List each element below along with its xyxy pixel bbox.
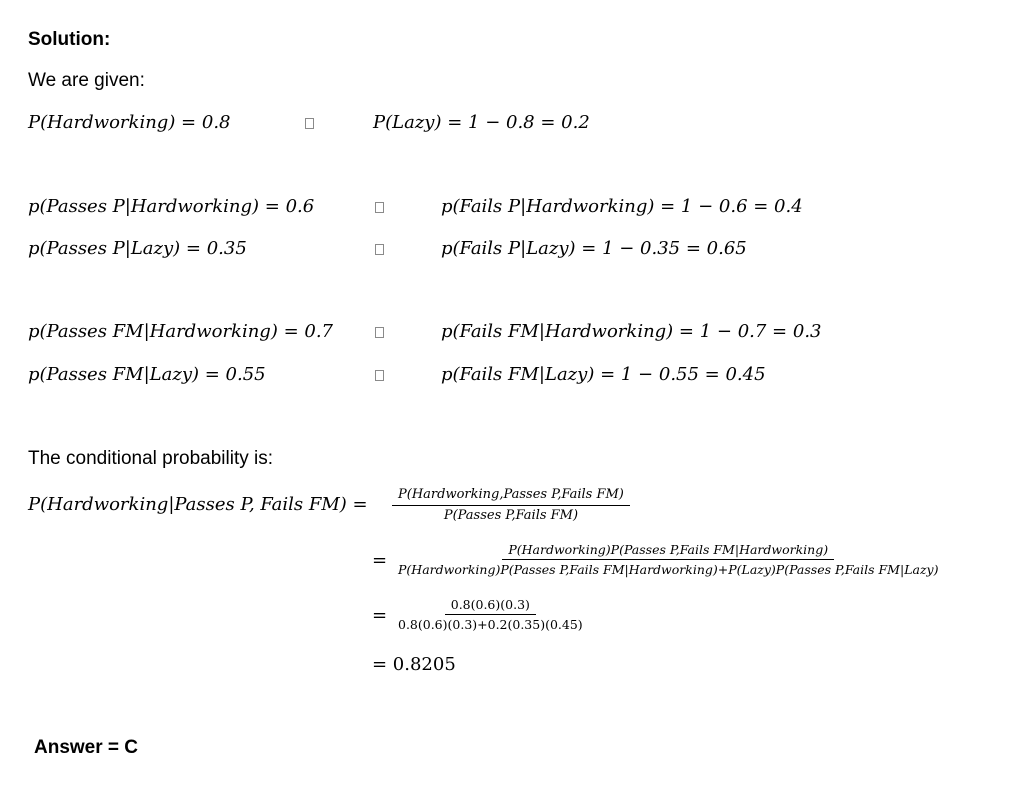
step2-equals: =: [372, 550, 388, 571]
placeholder-glyph-icon: [375, 370, 384, 381]
step3-equals: =: [372, 605, 388, 626]
step3-numerator: 0.8(0.6)(0.3): [445, 597, 536, 615]
p-fails-fm-lazy: p(Fails FM|Lazy) = 1 − 0.55 = 0.45: [441, 364, 766, 385]
p-passes-fm-lazy: p(Passes FM|Lazy) = 0.55: [28, 364, 266, 385]
step2-denominator: P(Hardworking)P(Passes P,Fails FM|Hardworking)+P(Lazy)P(Passes P,Fails FM|Lazy): [398, 562, 939, 577]
result-value: = 0.8205: [372, 654, 456, 675]
p-fails-p-lazy: p(Fails P|Lazy) = 1 − 0.35 = 0.65: [441, 238, 747, 259]
step3-denominator: 0.8(0.6)(0.3)+0.2(0.35)(0.45): [398, 617, 583, 632]
p-passes-p-lazy: p(Passes P|Lazy) = 0.35: [28, 238, 247, 259]
p-fails-fm-hardworking: p(Fails FM|Hardworking) = 1 − 0.7 = 0.3: [441, 321, 822, 342]
p-passes-fm-hardworking: p(Passes FM|Hardworking) = 0.7: [28, 321, 334, 342]
p-hardworking: P(Hardworking) = 0.8: [28, 112, 231, 133]
step2-fraction: [392, 542, 944, 577]
step1-numerator: P(Hardworking,Passes P,Fails FM): [392, 487, 630, 506]
derivation-lhs: P(Hardworking|Passes P, Fails FM) =: [28, 494, 368, 515]
step1-fraction: [392, 487, 630, 523]
conditional-intro: The conditional probability is:: [28, 448, 274, 469]
given-intro: We are given:: [28, 70, 145, 91]
step1-denominator: P(Passes P,Fails FM): [443, 507, 579, 523]
placeholder-glyph-icon: [305, 118, 314, 129]
placeholder-glyph-icon: [375, 327, 384, 338]
p-passes-p-hardworking: p(Passes P|Hardworking) = 0.6: [28, 196, 315, 217]
answer-text: Answer = C: [34, 737, 139, 758]
step2-numerator: P(Hardworking)P(Passes P,Fails FM|Hardworking): [502, 542, 834, 560]
step3-fraction: [392, 597, 589, 632]
placeholder-glyph-icon: [375, 202, 384, 213]
p-lazy: P(Lazy) = 1 − 0.8 = 0.2: [373, 112, 590, 133]
p-fails-p-hardworking: p(Fails P|Hardworking) = 1 − 0.6 = 0.4: [441, 196, 803, 217]
solution-heading: Solution:: [28, 29, 111, 50]
placeholder-glyph-icon: [375, 244, 384, 255]
